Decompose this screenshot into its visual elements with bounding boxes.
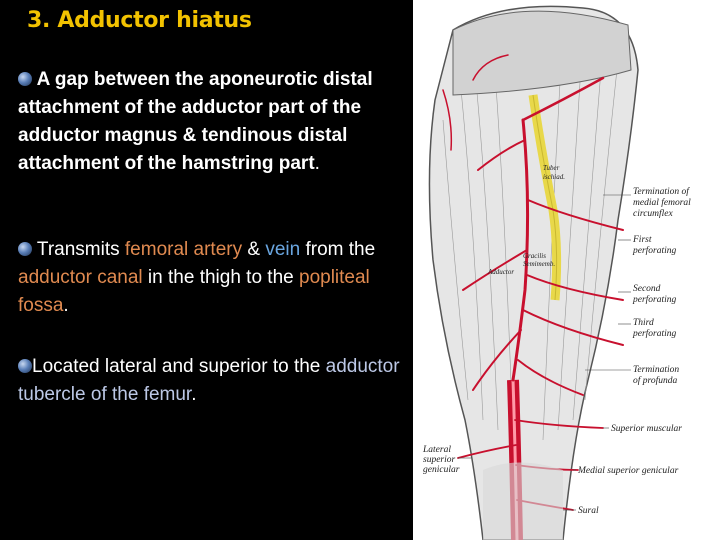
- label-termination-profunda-2: of profunda: [633, 376, 678, 386]
- point-3-seg-1: Located lateral and superior to the: [32, 356, 326, 377]
- point-2-seg-3: &: [242, 239, 266, 260]
- bullet-icon: [18, 72, 32, 86]
- point-2-seg-7: in the thigh to the: [142, 267, 299, 288]
- bullet-icon: [18, 242, 32, 256]
- popliteal-fossa-term: popliteal fossa: [18, 267, 370, 316]
- vein-term: vein: [265, 239, 301, 260]
- femoral-artery-term: femoral artery: [124, 239, 243, 260]
- label-third-perforating-2: perforating: [633, 329, 677, 339]
- knee-region: [483, 463, 563, 540]
- label-first-perforating-1: First: [633, 235, 652, 245]
- label-sural: Sural: [578, 506, 599, 516]
- label-medial-superior-genicular: Medial superior genicular: [578, 466, 679, 476]
- thigh-artery-drawing: [413, 0, 720, 540]
- label-superior-muscular: Superior muscular: [611, 424, 682, 434]
- point-2-period: .: [63, 295, 69, 316]
- label-gracilis: Gracilis: [523, 252, 546, 260]
- bullet-point-2: [18, 236, 413, 320]
- label-tuber: Tuber: [543, 164, 560, 172]
- label-ischiad: ischiad.: [543, 173, 565, 181]
- bullet-icon: [18, 359, 32, 373]
- anatomy-illustration: [413, 0, 720, 540]
- label-termination-profunda-1: Termination: [633, 365, 680, 375]
- label-third-perforating-1: Third: [633, 318, 654, 328]
- label-termination-medial-femoral-3: circumflex: [633, 209, 673, 219]
- label-lateral-superior-genicular-3: genicular: [423, 465, 460, 475]
- adductor-canal-term: adductor canal: [18, 267, 143, 288]
- label-termination-medial-femoral-1: Termination of: [633, 187, 689, 197]
- label-lateral-superior-genicular-1: Lateral: [423, 445, 451, 455]
- point-1-period: .: [314, 153, 320, 174]
- label-semimemb: Semimemb.: [523, 260, 556, 268]
- bullet-point-3: [18, 353, 413, 409]
- label-first-perforating-2: perforating: [633, 246, 677, 256]
- label-termination-medial-femoral-2: medial femoral: [633, 198, 691, 208]
- point-2-seg-5: from the: [300, 239, 376, 260]
- bullet-point-1: [18, 66, 413, 178]
- label-adductor: Adductor: [488, 268, 515, 276]
- point-2-seg-1: Transmits: [32, 239, 125, 260]
- point-1-text: A gap between the aponeurotic distal attachment of the adductor part of the adductor magnus & tendinous distal attachment of the hamstring part: [18, 69, 373, 174]
- point-3-period: .: [191, 384, 197, 405]
- label-second-perforating-2: perforating: [633, 295, 677, 305]
- label-second-perforating-1: Second: [633, 284, 661, 294]
- adductor-tubercle-term: adductor tubercle of the femur: [18, 356, 400, 405]
- label-lateral-superior-genicular-2: superior: [423, 455, 456, 465]
- slide-title: 3. Adductor hiatus: [27, 8, 252, 33]
